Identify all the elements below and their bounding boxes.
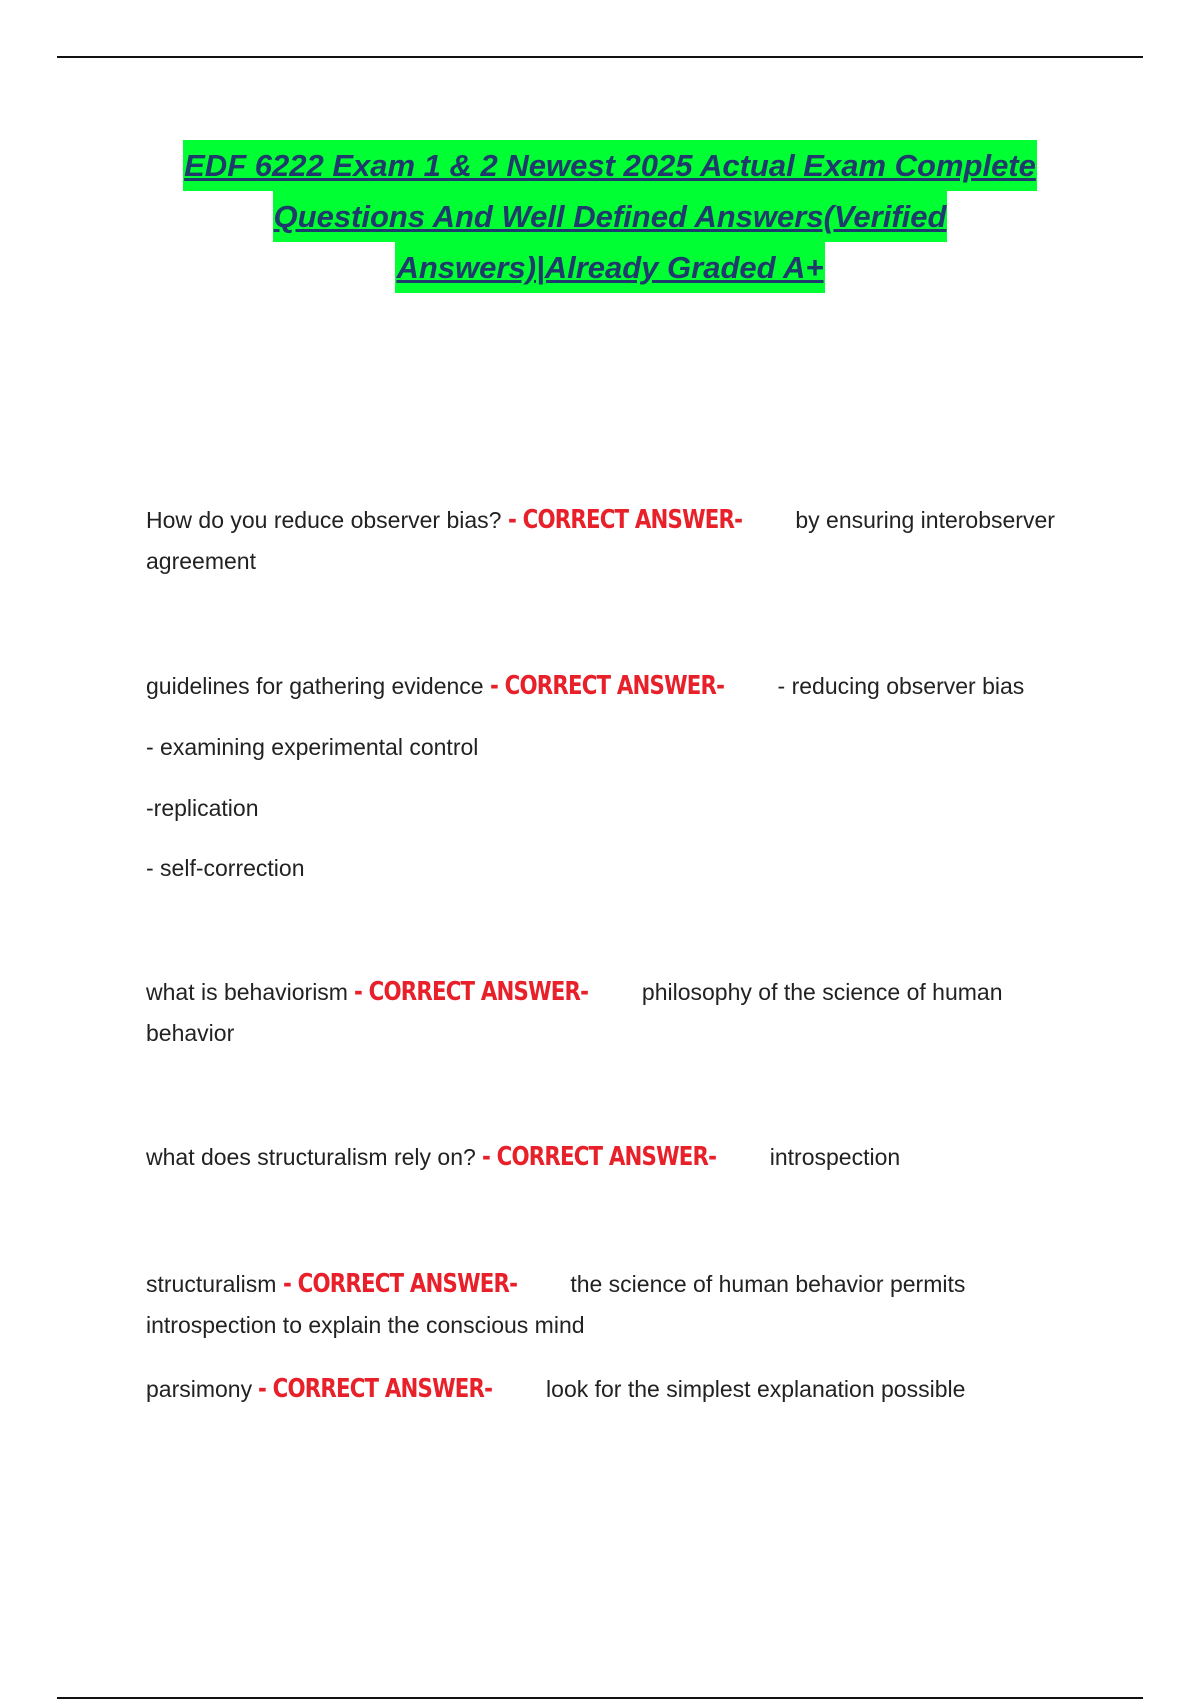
correct-answer-marker: - CORRECT ANSWER-: [282, 1269, 517, 1299]
question-text: guidelines for gathering evidence: [146, 673, 490, 699]
correct-answer-marker: - CORRECT ANSWER-: [354, 977, 589, 1007]
header-rule: [57, 56, 1143, 58]
answer-text: the science of human behavior permits introspection to explain the conscious mind: [146, 1271, 966, 1338]
qa-item-4: [146, 1137, 1096, 1178]
answer-text: introspection: [769, 1144, 901, 1170]
list-item: -replication: [146, 795, 259, 821]
title-line-2: Questions And Well Defined Answers(Verified: [273, 191, 948, 242]
question-text: structuralism: [146, 1271, 283, 1297]
answer-text: philosophy of the science of human behavior: [146, 979, 1003, 1046]
question-text: How do you reduce observer bias?: [146, 507, 508, 533]
qa-item-1: [146, 500, 1096, 582]
question-text: parsimony: [146, 1376, 259, 1402]
qa-item-6: [146, 1369, 1096, 1410]
list-item: - self-correction: [146, 855, 305, 881]
correct-answer-marker: - CORRECT ANSWER-: [258, 1374, 493, 1404]
title-line-3: Answers)|Already Graded A+: [395, 242, 824, 293]
correct-answer-marker: - CORRECT ANSWER-: [482, 1142, 717, 1172]
document-title: [140, 140, 1080, 293]
correct-answer-marker: - CORRECT ANSWER-: [507, 505, 742, 535]
qa-item-5: [146, 1264, 1006, 1346]
title-line-1: EDF 6222 Exam 1 & 2 Newest 2025 Actual Exam Complete: [183, 140, 1037, 191]
question-text: what is behaviorism: [146, 979, 355, 1005]
question-text: what does structuralism rely on?: [146, 1144, 483, 1170]
footer-rule: [57, 1697, 1143, 1699]
answer-text: - reducing observer bias: [777, 673, 1025, 699]
correct-answer-marker: - CORRECT ANSWER-: [489, 671, 725, 701]
answer-text: by ensuring interobserver agreement: [146, 507, 1055, 574]
qa-item-2: [146, 666, 1096, 707]
answer-text: look for the simplest explanation possible: [546, 1376, 966, 1402]
list-item: - examining experimental control: [146, 734, 479, 760]
qa-item-3: [146, 972, 1096, 1054]
